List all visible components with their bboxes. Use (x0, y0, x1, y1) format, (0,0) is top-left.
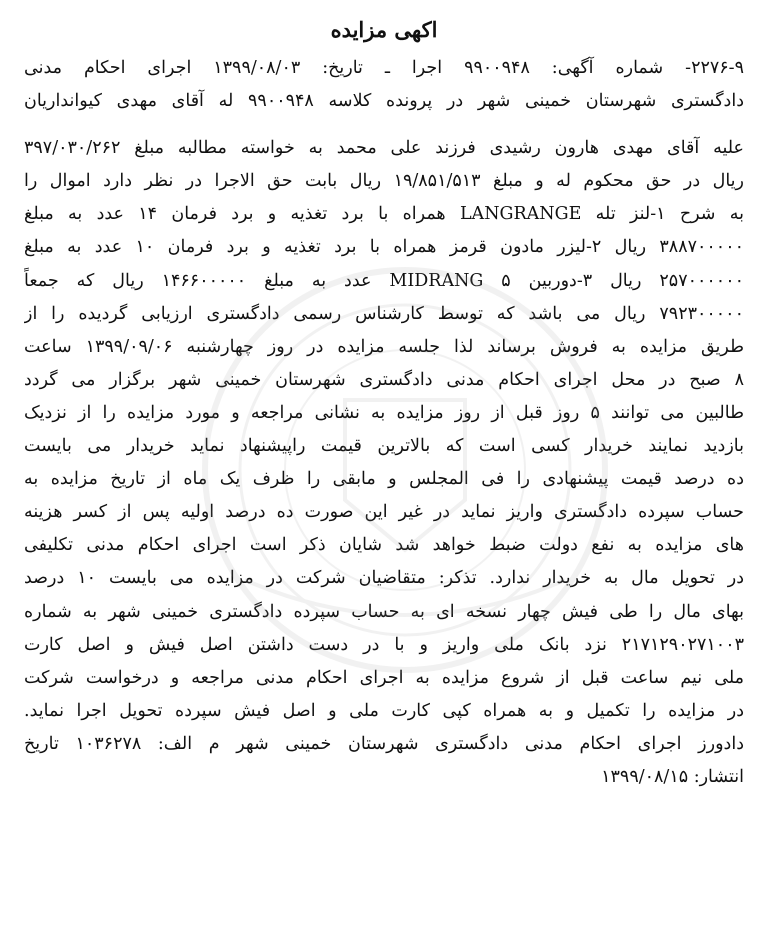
body-line: انتشار: ۱۳۹۹/۰۸/۱۵ (601, 766, 744, 787)
body-line: به شرح ۱-لنز تله LANGRANGE همراه با برد تغذیه و برد فرمان ۱۴ عدد به مبلغ (24, 204, 744, 225)
body-line: ۳۸۸۷۰۰۰۰۰ ریال ۲-لیزر مادون قرمز همراه با برد تغذیه و برد فرمان ۱۰ عدد به مبلغ (24, 237, 744, 258)
body-line: ریال در حق محکوم له و مبلغ ۱۹/۸۵۱/۵۱۳ ریال بابت حق الاجرا در نظر دارد اموال را (24, 171, 744, 192)
body-line: ملی نیم ساعت قبل از شروع مزایده به اجرای احکام مدنی مراجعه و درخواست شرکت (24, 667, 744, 688)
body-line: طریق مزایده به فروش برساند لذا جلسه مزایده در روز چهارشنبه ۱۳۹۹/۰۹/۰۶ ساعت (24, 336, 744, 357)
body-line: ۸ صبح در محل اجرای احکام مدنی دادگستری شهرستان خمینی شهر برگزار می گردد (24, 369, 744, 390)
body-line: ۲۱۷۱۲۹۰۲۷۱۰۰۳ نزد بانک ملی واریز و با در دست داشتن اصل فیش و اصل کارت (24, 634, 744, 655)
body-line: در تحویل مال به خریدار ندارد. تذکر: متقاضیان شرکت در مزایده می بایست ۱۰ درصد (24, 568, 744, 589)
notice-body (24, 132, 744, 794)
body-line: طالبین می توانند ۵ روز قبل از روز مزایده به نشانی مراجعه و مورد مزایده را از نزدیک (24, 402, 744, 423)
header-line: ۲۲۷۶-۹- شماره آگهی: ۹۹۰۰۹۴۸ اجرا ـ تاریخ: ۱۳۹۹/۰۸/۰۳ اجرای احکام مدنی (24, 58, 744, 78)
body-line: ده درصد قیمت پیشنهادی را فی المجلس و مابقی را ظرف یک ماه از تاریخ مزایده به (24, 469, 744, 490)
body-line: حساب سپرده دادگستری واریز نماید در غیر این صورت ده درصد اولیه پس از کسر هزینه (24, 502, 744, 523)
body-line: ۲۵۷۰۰۰۰۰۰ ریال ۳-دوربین MIDRANG ۵ عدد به مبلغ ۱۴۶۶۰۰۰۰۰ ریال که جمعاً (24, 270, 744, 291)
body-line: در مزایده را تکمیل و به همراه کپی کارت ملی و اصل فیش سپرده تحویل اجرا نماید. (24, 700, 744, 721)
notice-header (24, 52, 744, 118)
body-line: علیه آقای مهدی هارون رشیدی فرزند علی محمد به خواسته مطالبه مبلغ ۳۹۷/۰۳۰/۲۶۲ (24, 138, 744, 159)
notice-title: اکهی مزایده (330, 17, 438, 42)
body-line: بهای مال را طی فیش چهار نسخه ای به حساب سپرده دادگستری خمینی شهر به شماره (24, 601, 744, 622)
header-line: دادگستری شهرستان خمینی شهر در پرونده کلاسه ۹۹۰۰۹۴۸ له آقای مهدی کیوانداریان (24, 91, 744, 112)
body-line: بازدید نمایند خریدار کسی است که بالاترین قیمت راپیشنهاد نماید خریدار می بایست (24, 436, 744, 457)
body-line: های مزایده به نفع دولت ضبط خواهد شد شایان ذکر است اجرای احکام مدنی تکلیفی (24, 535, 744, 556)
body-line: دادورز اجرای احکام مدنی دادگستری شهرستان خمینی شهر م الف: ۱۰۳۶۲۷۸ تاریخ (24, 733, 744, 754)
body-line: ۷۹۲۳۰۰۰۰۰ ریال می باشد که توسط کارشناس رسمی دادگستری ارزیابی گردیده را از (24, 303, 744, 324)
